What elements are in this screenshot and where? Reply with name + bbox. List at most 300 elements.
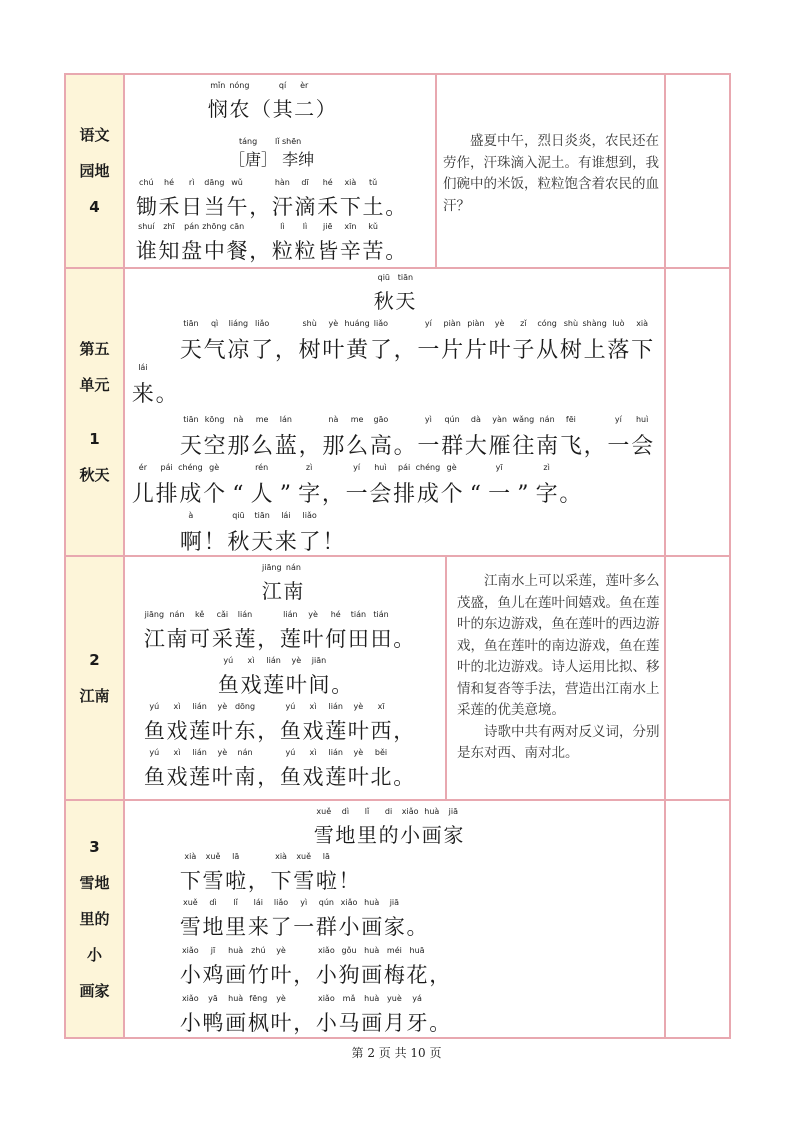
hanzi-char: 地 dì — [202, 897, 224, 939]
hanzi-char: 。 — [393, 765, 415, 789]
pinyin-annotation: me — [255, 415, 269, 425]
hanzi-char: ， — [257, 719, 279, 743]
lesson-title — [373, 272, 416, 314]
pinyin-annotation: nà — [328, 415, 339, 425]
lesson-title — [313, 806, 464, 848]
pinyin-annotation: qiū — [232, 511, 245, 521]
hanzi-char: 秋 qiū — [227, 511, 250, 555]
pinyin-annotation: tiān — [183, 319, 199, 329]
hanzi-char: 戏 xì — [302, 747, 324, 789]
hanzi-char: 盘 pán — [181, 221, 203, 263]
hanzi-char: 苦 kǔ — [362, 221, 384, 263]
hanzi-char: ！ — [203, 530, 226, 555]
hanzi-char: 二 èr — [294, 80, 315, 121]
hanzi-char: 中 zhōng — [202, 221, 227, 263]
hanzi-char: 画 huà — [421, 806, 442, 847]
pinyin-annotation: lì — [302, 221, 308, 231]
hanzi-char: 南 nán — [234, 747, 256, 789]
hanzi-char: 日 rì — [181, 177, 203, 219]
lesson-sentence — [131, 363, 179, 408]
hanzi-char: 。 — [385, 239, 407, 263]
hanzi-char: 粒 lì — [271, 221, 293, 263]
row-label-line: 1 — [89, 430, 100, 448]
hanzi-char: 马 mǎ — [338, 993, 360, 1035]
pinyin-annotation: dì — [209, 897, 217, 907]
hanzi-char: 了 liǎo — [369, 319, 392, 363]
hanzi-char: 气 qì — [203, 319, 226, 363]
lesson-sentence — [179, 319, 654, 364]
hanzi-char: 鱼 yú — [279, 747, 301, 789]
hanzi-char: 叶 yè — [211, 747, 233, 789]
pinyin-annotation: xià — [344, 177, 357, 187]
hanzi-char: 画 huà — [361, 897, 383, 939]
hanzi-char: 下 xià — [179, 851, 201, 893]
pinyin-annotation: yè — [291, 655, 302, 665]
pinyin-annotation: xià — [636, 319, 649, 329]
pinyin-annotation: xì — [309, 701, 317, 711]
pinyin-annotation: ér — [138, 463, 147, 473]
pinyin-annotation: xī — [377, 701, 385, 711]
hanzi-char: 一 yí — [417, 319, 440, 363]
row-label-line: 4 — [89, 198, 100, 216]
hanzi-char: 天 tiān — [251, 511, 274, 555]
hanzi-char: 戏 xì — [166, 747, 188, 789]
poem-title — [207, 80, 337, 122]
hanzi-char: 雪 xuě — [293, 851, 315, 893]
pinyin-annotation: yī — [495, 463, 503, 473]
hanzi-char: ， — [298, 434, 321, 459]
poem-line — [217, 655, 353, 699]
pinyin-annotation: zhī — [163, 221, 175, 231]
pinyin-annotation: yú — [149, 701, 160, 711]
hanzi-char: 。 — [429, 1011, 451, 1035]
hanzi-char: 土 tǔ — [362, 177, 384, 219]
hanzi-char: 叶 yè — [488, 319, 511, 363]
hanzi-char: 啊 à — [179, 511, 202, 555]
hanzi-char: 牙 yá — [406, 993, 428, 1035]
pinyin-annotation: nán — [169, 609, 185, 619]
pinyin-annotation: shuí — [138, 221, 155, 231]
hanzi-char: 蓝 lán — [274, 415, 297, 459]
hanzi-char: 来 lái — [274, 511, 297, 555]
poem-line — [135, 177, 407, 221]
pinyin-annotation: huáng — [344, 319, 370, 329]
pinyin-annotation: chú — [139, 177, 154, 187]
hanzi-char: 雪 xuě — [202, 851, 224, 893]
explanation-paragraph: 盛夏中午，烈日炎炎，农民还在劳作，汗珠滴入泥土。有谁想到，我们碗中的米饭，粒粒饱含着农民的血汗？ — [443, 133, 659, 214]
pinyin-annotation: lán — [279, 415, 292, 425]
pinyin-annotation: yí — [424, 319, 432, 329]
hanzi-char: 片 piàn — [441, 319, 464, 363]
pinyin-annotation: xiǎo — [317, 993, 335, 1003]
hanzi-char: 谁 shuí — [135, 221, 157, 263]
hanzi-char: ， — [321, 482, 344, 507]
pinyin-annotation: yú — [285, 747, 296, 757]
hanzi-char: 地 dì — [335, 806, 356, 847]
hanzi-char: 莲 lián — [189, 747, 211, 789]
hanzi-char: 凉 liáng — [227, 319, 250, 363]
pinyin-annotation: qiū — [377, 272, 390, 282]
pinyin-annotation: shù — [302, 319, 317, 329]
hanzi-char: 树 shù — [298, 319, 321, 363]
pinyin-annotation: fēi — [565, 415, 576, 425]
pinyin-annotation: yè — [217, 701, 228, 711]
hanzi-char: 画 huà — [225, 945, 247, 987]
pinyin-annotation: huà — [424, 806, 440, 816]
hanzi-char: 排 pái — [393, 463, 416, 507]
hanzi-char: 大 dà — [464, 415, 487, 459]
hanzi-char: 南 nán — [166, 609, 188, 651]
hanzi-char: 的 di — [378, 806, 399, 847]
lesson-text-area — [125, 801, 667, 1037]
pinyin-annotation: lì — [280, 221, 285, 231]
row-label-line: 园地 — [79, 162, 110, 180]
hanzi-char: 雁 yàn — [488, 415, 511, 459]
hanzi-char: 成 chéng — [178, 463, 203, 507]
row-label-line: 小 — [86, 946, 102, 964]
hanzi-char: 汗 hàn — [271, 177, 293, 219]
lesson-row-jiangnan — [66, 557, 729, 801]
hanzi-char: 下 xià — [339, 177, 361, 219]
pinyin-annotation: mǎ — [342, 993, 356, 1003]
lesson-text-area — [125, 269, 667, 555]
hanzi-char: （ — [250, 97, 271, 121]
pinyin-annotation: lā — [232, 851, 240, 861]
hanzi-char: ， — [429, 963, 451, 987]
hanzi-char: 那 nà — [322, 415, 345, 459]
pinyin-annotation: qún — [318, 897, 334, 907]
hanzi-char: 竹 zhú — [247, 945, 269, 987]
hanzi-char: 小 xiǎo — [338, 897, 360, 939]
pinyin-annotation: dī — [301, 177, 309, 187]
pinyin-annotation: huā — [409, 945, 425, 955]
pinyin-annotation: tiān — [397, 272, 414, 282]
hanzi-char: 。 — [406, 915, 428, 939]
hanzi-char: 人 rén — [250, 463, 273, 507]
pinyin-annotation: zhú — [251, 945, 266, 955]
hanzi-char: 家 jiā — [443, 806, 464, 847]
hanzi-char: 个 gè — [203, 463, 226, 507]
blank-column — [664, 801, 729, 1037]
hanzi-char: 一 yì — [417, 415, 440, 459]
blank-column — [664, 269, 729, 555]
hanzi-char: 小 xiǎo — [179, 993, 201, 1035]
hanzi-char: 戏 xì — [302, 701, 324, 743]
hanzi-char: 鱼 yú — [279, 701, 301, 743]
poem-line — [143, 701, 415, 745]
pinyin-annotation: huì — [635, 415, 649, 425]
hanzi-char: 东 dōng — [234, 701, 256, 743]
hanzi-char: 么 me — [251, 415, 274, 459]
pinyin-annotation: kě — [195, 609, 205, 619]
hanzi-char: 鸭 yā — [202, 993, 224, 1035]
pinyin-annotation: xì — [309, 747, 317, 757]
pinyin-annotation: xuě — [182, 897, 198, 907]
hanzi-char: 群 qún — [315, 897, 337, 939]
hanzi-char: 花 huā — [406, 945, 428, 987]
hanzi-char: 个 gè — [440, 463, 463, 507]
row-label — [66, 801, 125, 1037]
pinyin-annotation: me — [350, 415, 364, 425]
hanzi-char: ， — [247, 869, 269, 893]
hanzi-char: 叶 yè — [211, 701, 233, 743]
pinyin-annotation: chéng — [178, 463, 203, 473]
row-label — [66, 269, 125, 555]
hanzi-char: “ — [232, 482, 244, 507]
pinyin-annotation: xuě — [296, 851, 312, 861]
hanzi-char: ， — [249, 195, 271, 219]
pinyin-annotation: yàn — [492, 415, 507, 425]
hanzi-char: 叶 yè — [270, 945, 292, 987]
pinyin-annotation: cān — [229, 221, 245, 231]
pinyin-annotation: huà — [228, 945, 244, 955]
pinyin-annotation: hé — [164, 177, 174, 187]
blank-column — [664, 75, 729, 267]
hanzi-char: 当 dāng — [203, 177, 225, 219]
pinyin-annotation: tǔ — [368, 177, 378, 187]
hanzi-char: 西 xī — [370, 701, 392, 743]
hanzi-char: 一 yì — [293, 897, 315, 939]
hanzi-char: 家 jiā — [383, 897, 405, 939]
row-label-line: 3 — [89, 838, 100, 856]
hanzi-char: 树 shù — [559, 319, 582, 363]
poem-line — [143, 747, 415, 791]
poem-line — [135, 221, 407, 265]
poem-author: ［唐］ 李绅 — [229, 150, 315, 169]
pinyin-annotation: tián — [350, 609, 367, 619]
pinyin-annotation: yā — [208, 993, 218, 1003]
pinyin-annotation: èr — [300, 80, 309, 90]
hanzi-char: 莲 lián — [325, 701, 347, 743]
hanzi-char: 了 liǎo — [298, 511, 321, 555]
hanzi-char: 叶 yè — [285, 655, 307, 697]
pinyin-annotation: jiā — [389, 897, 400, 907]
hanzi-char: 叶 yè — [302, 609, 324, 651]
poem-explanation — [445, 557, 668, 799]
hanzi-char: 排 pái — [155, 463, 178, 507]
hanzi-char: 餐 cān — [226, 221, 248, 263]
pinyin-annotation: yè — [308, 609, 318, 619]
hanzi-char: 狗 gǒu — [338, 945, 360, 987]
hanzi-char: 里 lǐ — [356, 806, 377, 847]
hanzi-char: 鱼 yú — [143, 701, 165, 743]
lesson-row-poem-minnong — [66, 75, 729, 269]
pinyin-annotation: jiā — [448, 806, 459, 816]
hanzi-char: 莲 lián — [279, 609, 301, 651]
pinyin-annotation: chéng — [415, 463, 441, 473]
pinyin-annotation: gāo — [373, 415, 389, 425]
pinyin-annotation: lián — [237, 609, 253, 619]
row-label-line: 秋天 — [79, 466, 110, 484]
pinyin-annotation: jiāng — [262, 562, 282, 572]
hanzi-char: 戏 xì — [166, 701, 188, 743]
hanzi-char: ， — [274, 338, 297, 363]
pinyin-annotation: lái — [253, 897, 264, 907]
hanzi-char: 叶 yè — [347, 701, 369, 743]
pinyin-annotation: shù — [563, 319, 579, 329]
pinyin-annotation: yè — [353, 747, 364, 757]
pinyin-annotation: cóng — [537, 319, 557, 329]
hanzi-char: 小 xiǎo — [179, 945, 201, 987]
hanzi-char: 。 — [385, 195, 407, 219]
hanzi-char: ！ — [322, 530, 345, 555]
hanzi-char: 天 tiān — [179, 415, 202, 459]
pinyin-annotation: liǎo — [255, 319, 270, 329]
row-label-line: 单元 — [79, 376, 110, 394]
hanzi-char: 雪 xuě — [313, 806, 334, 847]
lesson-table — [64, 73, 731, 1039]
pinyin-annotation: yì — [424, 415, 432, 425]
hanzi-char: 一 yí — [607, 415, 630, 459]
lesson-sentence — [179, 511, 345, 556]
hanzi-char: 雪 xuě — [179, 897, 201, 939]
pinyin-annotation: lián — [328, 701, 343, 711]
hanzi-char: 。 — [559, 482, 582, 507]
pinyin-annotation: jiē — [323, 221, 333, 231]
pinyin-annotation: huì — [374, 463, 387, 473]
explanation-paragraph: 江南水上可以采莲，莲叶多么茂盛，鱼儿在莲叶间嬉戏。鱼在莲叶的东边游戏，鱼在莲叶的西边游戏，鱼在莲叶的南边游戏，鱼在莲叶的北边游戏。诗人运用比拟、移情和复沓等手法，营造出江南水上采莲的优美意境。 — [457, 573, 660, 718]
lesson-sentence — [179, 993, 451, 1037]
hanzi-char: 小 xiǎo — [315, 945, 337, 987]
pinyin-annotation: lián — [328, 747, 343, 757]
pinyin-annotation: xiǎo — [181, 945, 199, 955]
hanzi-char: 么 me — [346, 415, 369, 459]
hanzi-char: ， — [393, 719, 415, 743]
pinyin-annotation: xiǎo — [181, 993, 199, 1003]
lesson-sentence — [131, 463, 582, 508]
pinyin-annotation: lián — [192, 747, 207, 757]
hanzi-char: 江 jiāng — [143, 609, 165, 651]
pinyin-annotation: běi — [374, 747, 388, 757]
pinyin-annotation: xiǎo — [401, 806, 419, 816]
hanzi-char: 画 huà — [225, 993, 247, 1035]
pinyin-annotation: xì — [173, 747, 181, 757]
pinyin-annotation: xiǎo — [317, 945, 335, 955]
hanzi-char: 小 xiǎo — [315, 993, 337, 1035]
pinyin-annotation: yè — [276, 945, 286, 955]
poem-title — [261, 562, 304, 604]
hanzi-char: 子 zǐ — [512, 319, 535, 363]
pinyin-annotation: yú — [149, 747, 160, 757]
pinyin-annotation: xì — [247, 655, 255, 665]
hanzi-char: ） — [315, 97, 336, 121]
pinyin-annotation: gǒu — [341, 945, 357, 955]
pinyin-annotation: nà — [233, 415, 244, 425]
hanzi-char: 禾 hé — [158, 177, 180, 219]
hanzi-char: 儿 ér — [131, 463, 154, 507]
hanzi-char: 南 nán — [283, 562, 304, 603]
pinyin-annotation: lián — [283, 609, 298, 619]
hanzi-char: 莲 lián — [234, 609, 256, 651]
hanzi-char: 会 huì — [369, 463, 392, 507]
pinyin-annotation: pái — [160, 463, 173, 473]
hanzi-char: ， — [257, 627, 279, 651]
pinyin-annotation: lā — [322, 851, 330, 861]
row-label-line: 画家 — [79, 982, 110, 1000]
hanzi-char: 皆 jiē — [317, 221, 339, 263]
hanzi-char: 北 běi — [370, 747, 392, 789]
pinyin-annotation: liǎo — [373, 319, 388, 329]
pinyin-annotation: luò — [612, 319, 625, 329]
hanzi-char: 空 kōng — [203, 415, 226, 459]
hanzi-char: 锄 chú — [135, 177, 157, 219]
pinyin-annotation: qún — [444, 415, 460, 425]
pinyin-annotation: xuě — [316, 806, 332, 816]
pinyin-annotation: hàn — [274, 177, 290, 187]
pinyin-annotation: dāng — [204, 177, 225, 187]
lesson-sentence — [179, 415, 654, 460]
row-label-line: 江南 — [79, 687, 110, 705]
hanzi-char: 从 cóng — [536, 319, 559, 363]
hanzi-char: 一 yí — [345, 463, 368, 507]
hanzi-char: ， — [293, 1011, 315, 1035]
hanzi-char: 鱼 yú — [143, 747, 165, 789]
pinyin-annotation: zhōng — [202, 221, 227, 231]
poem-text-area — [125, 75, 435, 267]
hanzi-char: 滴 dī — [294, 177, 316, 219]
hanzi-char: 上 shàng — [582, 319, 607, 363]
pinyin-annotation: yú — [223, 655, 234, 665]
pinyin-annotation: tiān — [183, 415, 199, 425]
hanzi-char: 了 liǎo — [270, 897, 292, 939]
hanzi-char: 秋 qiū — [373, 272, 394, 313]
pinyin-annotation: nóng — [229, 80, 250, 90]
hanzi-char: 字 zì — [298, 463, 321, 507]
hanzi-char: 天 tiān — [395, 272, 416, 313]
poem-line — [143, 609, 415, 653]
pinyin-annotation: di — [384, 806, 393, 816]
hanzi-char: 枫 fēng — [247, 993, 269, 1035]
hanzi-char: 辛 xīn — [339, 221, 361, 263]
poem-explanation — [435, 75, 668, 267]
hanzi-char: 成 chéng — [415, 463, 441, 507]
pinyin-annotation: piàn — [467, 319, 485, 329]
hanzi-char: 其 qí — [272, 80, 293, 121]
hanzi-char: 叶 yè — [270, 993, 292, 1035]
pinyin-annotation: hé — [322, 177, 333, 187]
pinyin-annotation: liáng — [228, 319, 249, 329]
pinyin-annotation: dōng — [234, 701, 256, 711]
pinyin-annotation: cǎi — [216, 609, 229, 619]
hanzi-char: 会 huì — [631, 415, 654, 459]
hanzi-char: 月 yuè — [383, 993, 405, 1035]
hanzi-char: 啦 lā — [225, 851, 247, 893]
pinyin-annotation: méi — [386, 945, 402, 955]
hanzi-char: 下 xià — [631, 319, 654, 363]
hanzi-char: ， — [249, 239, 271, 263]
pinyin-annotation: shàng — [582, 319, 607, 329]
lesson-row-xuedi — [66, 801, 729, 1037]
hanzi-char: ， — [583, 434, 606, 459]
pinyin-annotation: lái — [281, 511, 291, 521]
lesson-sentence — [179, 945, 451, 989]
hanzi-char: 鱼 yú — [217, 655, 239, 697]
hanzi-char: 悯 mǐn — [207, 80, 228, 121]
row-label — [66, 557, 125, 799]
pinyin-annotation: xiǎo — [340, 897, 358, 907]
hanzi-char: ， — [393, 338, 416, 363]
hanzi-char: 来 lái — [131, 363, 154, 407]
row-label-line: 第五 — [79, 340, 110, 358]
hanzi-char: 叶 yè — [347, 747, 369, 789]
hanzi-char: 天 tiān — [179, 319, 202, 363]
hanzi-char: 南 nán — [536, 415, 559, 459]
hanzi-char: 江 jiāng — [261, 562, 282, 603]
hanzi-char: ” — [279, 482, 291, 507]
hanzi-char: 采 cǎi — [211, 609, 233, 651]
pinyin-annotation: mǐn — [210, 80, 226, 90]
pinyin-annotation: liǎo — [273, 897, 289, 907]
